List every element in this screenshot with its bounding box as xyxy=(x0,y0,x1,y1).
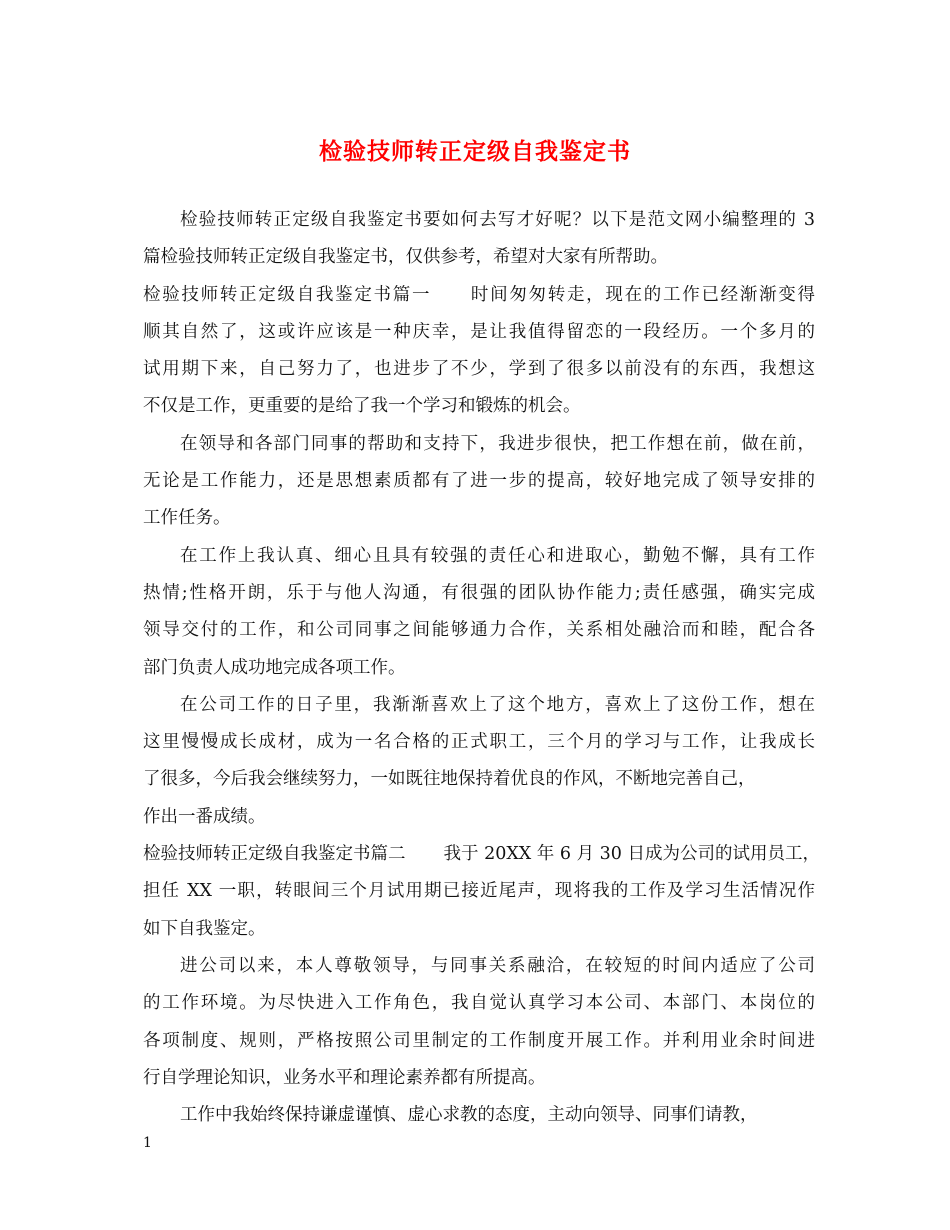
paragraph-line xyxy=(143,799,815,836)
paragraph-line xyxy=(143,202,815,239)
line-text: 这里慢慢成长成材，成为一名合格的正式职工，三个月的学习与工作，让我成长 xyxy=(143,732,815,753)
line-text: 不仅是工作，更重要的是给了我一个学习和锻炼的机会。 xyxy=(143,396,581,417)
paragraph-line xyxy=(143,761,815,798)
line-text: 试用期下来，自己努力了，也进步了不少，学到了很多以前没有的东西，我想这 xyxy=(143,359,815,380)
line-text: 在领导和各部门同事的帮助和支持下，我进步很快，把工作想在前，做在前， xyxy=(180,433,815,454)
paragraph-line xyxy=(143,351,815,388)
line-text: 部门负责人成功地完成各项工作。 xyxy=(143,657,406,678)
line-text: 篇检验技师转正定级自我鉴定书，仅供参考，希望对大家有所帮助。 xyxy=(143,247,668,268)
page-number: 1 xyxy=(143,1135,152,1151)
line-text: 无论是工作能力，还是思想素质都有了进一步的提高，较好地完成了领导安排的 xyxy=(143,471,815,492)
line-text: 工作中我始终保持谦虚谨慎、虚心求教的态度，主动向领导、同事们请教， xyxy=(180,1105,758,1126)
section-heading: 检验技师转正定级自我鉴定书篇一 xyxy=(143,284,432,305)
paragraph-line xyxy=(143,463,815,500)
paragraph-line xyxy=(143,724,815,761)
paragraph-line xyxy=(143,1060,815,1097)
line-text: 领导交付的工作，和公司同事之间能够通力合作，关系相处融洽而和睦，配合各 xyxy=(143,620,815,641)
line-text: 担任 XX 一职，转眼间三个月试用期已接近尾声，现将我的工作及学习生活情况作 xyxy=(143,881,815,902)
line-text: 在工作上我认真、细心且具有较强的责任心和进取心，勤勉不懈，具有工作 xyxy=(180,545,815,566)
paragraph-line xyxy=(143,948,815,985)
paragraph-line xyxy=(143,314,815,351)
line-text: 工作任务。 xyxy=(143,508,231,529)
line-text: 的工作环境。为尽快进入工作角色，我自觉认真学习本公司、本部门、本岗位的 xyxy=(143,993,815,1014)
line-text: 行自学理论知识，业务水平和理论素养都有所提高。 xyxy=(143,1067,546,1088)
paragraph-line xyxy=(143,687,815,724)
section-heading-line xyxy=(143,836,820,873)
section-heading: 检验技师转正定级自我鉴定书篇二 xyxy=(143,844,406,865)
paragraph-line xyxy=(143,575,815,612)
line-text: 我于 20XX 年 6 月 30 日成为公司的试用员工， xyxy=(443,844,820,865)
line-text: 进公司以来，本人尊敬领导，与同事关系融洽，在较短的时间内适应了公司 xyxy=(180,955,815,976)
paragraph-line xyxy=(143,985,815,1022)
paragraph-line xyxy=(143,500,815,537)
paragraph-line xyxy=(143,239,815,276)
line-text: 顺其自然了，这或许应该是一种庆幸，是让我值得留恋的一段经历。一个多月的 xyxy=(143,321,815,342)
line-text: 检验技师转正定级自我鉴定书要如何去写才好呢？以下是范文网小编整理的 3 xyxy=(180,210,815,230)
line-text: 时间匆匆转走，现在的工作已经渐渐变得 xyxy=(469,284,816,305)
line-text: 了很多，今后我会继续努力，一如既往地保持着优良的作风，不断地完善自己， xyxy=(143,769,756,790)
line-text: 作出一番成绩。 xyxy=(143,806,266,827)
paragraph-line xyxy=(143,612,815,649)
line-text: 热情;性格开朗，乐于与他人沟通，有很强的团队协作能力;责任感强，确实完成 xyxy=(143,582,815,603)
paragraph-line xyxy=(143,873,815,910)
document-title: 检验技师转正定级自我鉴定书 xyxy=(319,138,631,165)
paragraph-line xyxy=(143,426,815,463)
line-text: 在公司工作的日子里，我渐渐喜欢上了这个地方，喜欢上了这份工作，想在 xyxy=(180,694,815,715)
paragraph-line xyxy=(143,388,815,425)
paragraph-line xyxy=(143,1097,815,1134)
paragraph-line xyxy=(143,911,815,948)
line-text: 如下自我鉴定。 xyxy=(143,918,266,939)
paragraph-line xyxy=(143,1023,815,1060)
line-text: 各项制度、规则，严格按照公司里制定的工作制度开展工作。并利用业余时间进 xyxy=(143,1030,815,1051)
paragraph-line xyxy=(143,650,815,687)
document-body xyxy=(143,202,820,1134)
section-heading-line xyxy=(143,277,815,314)
paragraph-line xyxy=(143,538,815,575)
